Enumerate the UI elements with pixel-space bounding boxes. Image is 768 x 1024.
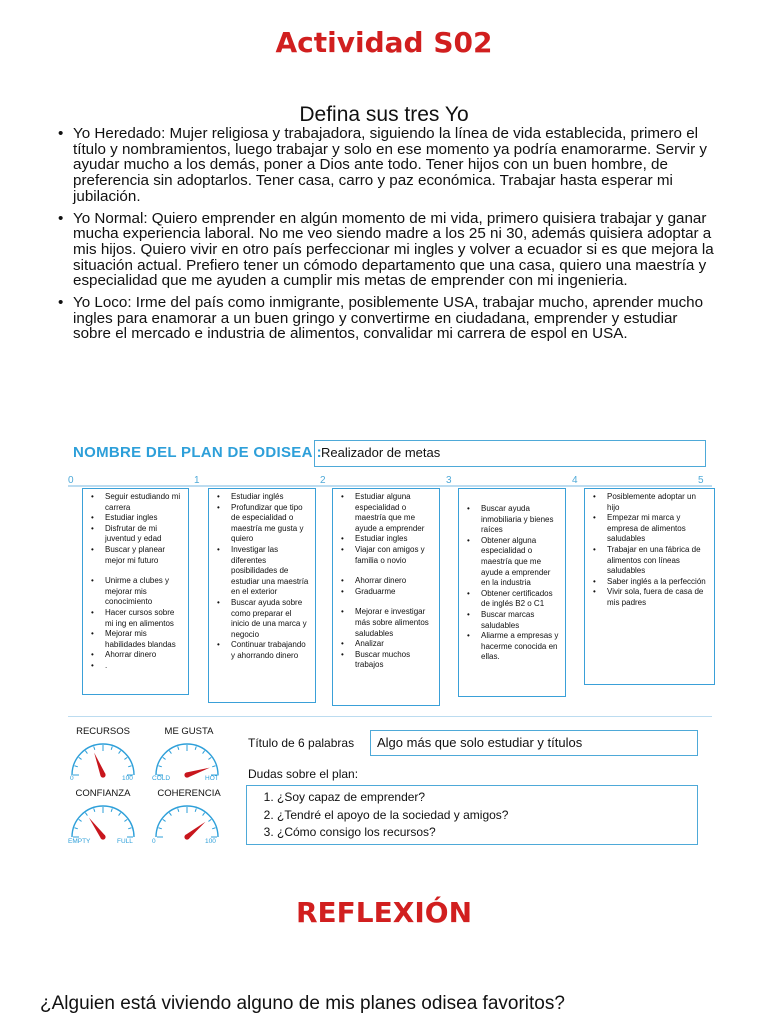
gauge-recursos	[68, 738, 138, 778]
gauge-max-label: 100	[205, 838, 216, 845]
gauge-tick	[195, 808, 196, 811]
list-item: • Buscar ayuda inmobiliaria y bienes raíces	[465, 504, 560, 536]
list-item: • Aliarme a empresas y hacerme conocida en ellas.	[465, 631, 560, 663]
list-item: • Hacer cursos sobre mi ing en alimentos	[89, 608, 183, 629]
plan-name-label: NOMBRE DEL PLAN DE ODISEA :	[73, 444, 322, 461]
gauge-max-label: 100	[122, 775, 133, 782]
gauge-tick	[124, 757, 127, 759]
title6-label: Título de 6 palabras	[248, 736, 355, 750]
list-item: • Profundizar que tipo de especialidad o maestría me gusta y quiero	[215, 503, 310, 545]
gauge-tick	[169, 813, 171, 816]
list-item: • Buscar muchos trabajos	[339, 650, 434, 671]
gauge-label-me-gusta: ME GUSTA	[164, 726, 214, 737]
gauge-label-confianza: CONFIANZA	[75, 788, 131, 799]
timeline-tick: 0	[68, 475, 74, 486]
gauge-tick	[85, 813, 87, 816]
list-item: • Yo Normal: Quiero emprender en algún momento de mi vida, primero quisiera trabajar y ganar mucha experiencia laboral. No me veo siendo madre a los 25 ni 30, además quisiera adoptar a mis hijos. Quiero vivir en otro país perfeccionar mi ingles y volver a ecuador si es que mejora la situación actual. Prefiero tener un cómodo departamento que una casa, quiero una maestría y especialidad que me ayuden a cumplir mis metas de emprender con mi ingenieria.	[58, 211, 718, 290]
gauge-tick	[212, 828, 215, 829]
list-item: • Estudiar ingles	[89, 513, 183, 524]
gauge-min-label: COLD	[152, 775, 171, 782]
gauge-tick	[203, 813, 205, 816]
stage-box-5	[584, 488, 715, 685]
gauge-min-label: 0	[152, 838, 156, 845]
list-item: • Estudiar ingles	[339, 534, 434, 545]
list-item: • Mejorar mis habilidades blandas	[89, 629, 183, 650]
stage-box-4	[458, 488, 566, 697]
list-item: • Buscar ayuda sobre como preparar el inicio de una marca y negocio	[215, 598, 310, 640]
gauge-tick	[94, 808, 95, 811]
list-item: • Estudiar alguna especialidad o maestría que me ayude a emprender	[339, 492, 434, 534]
gauge-me-gusta	[152, 738, 222, 778]
list-item: • Disfrutar de mi juventud y edad	[89, 524, 183, 545]
gauge-tick	[119, 813, 121, 816]
stage-box-2	[208, 488, 316, 703]
list-item: • Analizar	[339, 639, 434, 650]
list-item: • Seguir estudiando mi carrera	[89, 492, 183, 513]
gauge-hub	[184, 772, 189, 777]
gauge-tick	[169, 751, 171, 754]
title6-field: Algo más que solo estudiar y títulos	[370, 730, 698, 756]
timeline-tick: 1	[194, 475, 200, 486]
gauge-tick	[128, 766, 131, 767]
gauge-tick	[208, 819, 211, 821]
list-item: • Saber inglés a la perfección	[591, 577, 709, 588]
gauge-min-label: 0	[70, 775, 74, 782]
gauge-max-label: FULL	[117, 838, 133, 845]
gauge-needle	[94, 753, 105, 776]
timeline-tick: 2	[320, 475, 326, 486]
gauge-tick	[158, 828, 161, 829]
doubts-label: Dudas sobre el plan:	[248, 767, 359, 781]
gauge-label-coherencia: COHERENCIA	[157, 788, 221, 799]
reflection-question: ¿Alguien está viviendo alguno de mis planes odisea favoritos?	[40, 993, 565, 1014]
three-selves-list	[58, 126, 718, 348]
list-item: • Empezar mi marca y empresa de alimentos saludables	[591, 513, 709, 545]
gauge-tick	[195, 746, 196, 749]
gauge-hub	[100, 834, 105, 839]
gauge-tick	[128, 828, 131, 829]
list-item: • Buscar marcas saludables	[465, 610, 560, 631]
list-item: • Continuar trabajando y ahorrando dinero	[215, 640, 310, 661]
list-item: • Investigar las diferentes posibilidades de estudiar una maestría en el exterior	[215, 545, 310, 598]
gauge-min-label: EMPTY	[68, 838, 91, 845]
timeline-axis	[68, 485, 712, 487]
list-item: • Vivir sola, fuera de casa de mis padres	[591, 587, 709, 608]
gauge-tick	[85, 751, 87, 754]
gauge-hub	[184, 834, 189, 839]
list-item: • Yo Heredado: Mujer religiosa y trabajadora, siguiendo la línea de vida establecida, primero el título y nombramientos, luego trabajar y solo en ese momento ya podría enamorarme. Servir y ayudar mucho a los demás, poner a Dios ante todo. Tener hijos con un buen hombre, de preferencia sin adoptarlos. Tener casa, carro y paz económica. Trabajar hasta esperar mi jubilación.	[58, 126, 718, 205]
list-item: • Viajar con amigos y familia o novio	[339, 545, 434, 566]
list-item: • Ahorrar dinero	[339, 576, 434, 587]
gauge-tick	[124, 819, 127, 821]
stage-box-3	[332, 488, 440, 706]
gauge-tick	[111, 808, 112, 811]
gauge-tick	[74, 766, 77, 767]
page-title: Actividad S02	[275, 26, 493, 59]
timeline-tick: 3	[446, 475, 452, 486]
list-item: • .	[89, 661, 183, 672]
gauge-tick	[203, 751, 205, 754]
list-item: 2. ¿Tendré el apoyo de la sociedad y amigos?	[277, 807, 691, 825]
list-item: • Graduarme	[339, 587, 434, 598]
list-item: 1. ¿Soy capaz de emprender?	[277, 789, 691, 807]
gauge-tick	[163, 757, 166, 759]
gauge-label-recursos: RECURSOS	[76, 726, 130, 737]
plan-name-field: Realizador de metas	[314, 440, 706, 467]
gauge-max-label: HOT	[205, 775, 219, 782]
timeline-tick: 5	[698, 475, 704, 486]
stage-box-1	[82, 488, 189, 695]
list-item: • Buscar y planear mejor mi futuro	[89, 545, 183, 566]
list-item: • Mejorar e investigar más sobre alimentos saludables	[339, 607, 434, 639]
gauge-tick	[79, 757, 82, 759]
gauge-hub	[100, 772, 105, 777]
page-subtitle: Defina sus tres Yo	[299, 103, 469, 126]
list-item: • Estudiar inglés	[215, 492, 310, 503]
gauge-tick	[163, 819, 166, 821]
gauge-tick	[212, 766, 215, 767]
gauge-tick	[178, 746, 179, 749]
list-item: 3. ¿Cómo consigo los recursos?	[277, 824, 691, 842]
gauge-tick	[119, 751, 121, 754]
doubts-field	[246, 785, 698, 845]
gauge-tick	[178, 808, 179, 811]
gauge-tick	[111, 746, 112, 749]
divider	[68, 716, 712, 717]
list-item: • Obtener alguna especialidad o maestría que me ayude a emprender en la industria	[465, 536, 560, 589]
list-item: • Trabajar en una fábrica de alimentos con líneas saludables	[591, 545, 709, 577]
section-title: REFLEXIÓN	[295, 896, 473, 929]
list-item: • Posiblemente adoptar un hijo	[591, 492, 709, 513]
list-item: • Obtener certificados de inglés B2 o C1	[465, 589, 560, 610]
gauge-confianza	[68, 800, 138, 840]
gauge-tick	[158, 766, 161, 767]
list-item: • Yo Loco: Irme del país como inmigrante, posiblemente USA, trabajar mucho, aprender mucho ingles para enamorar a un buen gringo y convertirme en ciudadana, emprender y estudiar sobre el mercado e industria de alimentos, convalidar mi carrera de espol en USA.	[58, 295, 718, 342]
list-item: • Unirme a clubes y mejorar mis conocimiento	[89, 576, 183, 608]
gauge-tick	[208, 757, 211, 759]
gauge-tick	[79, 819, 82, 821]
gauge-tick	[74, 828, 77, 829]
gauge-tick	[94, 746, 95, 749]
timeline-tick: 4	[572, 475, 578, 486]
list-item: • Ahorrar dinero	[89, 650, 183, 661]
gauge-coherencia	[152, 800, 222, 840]
